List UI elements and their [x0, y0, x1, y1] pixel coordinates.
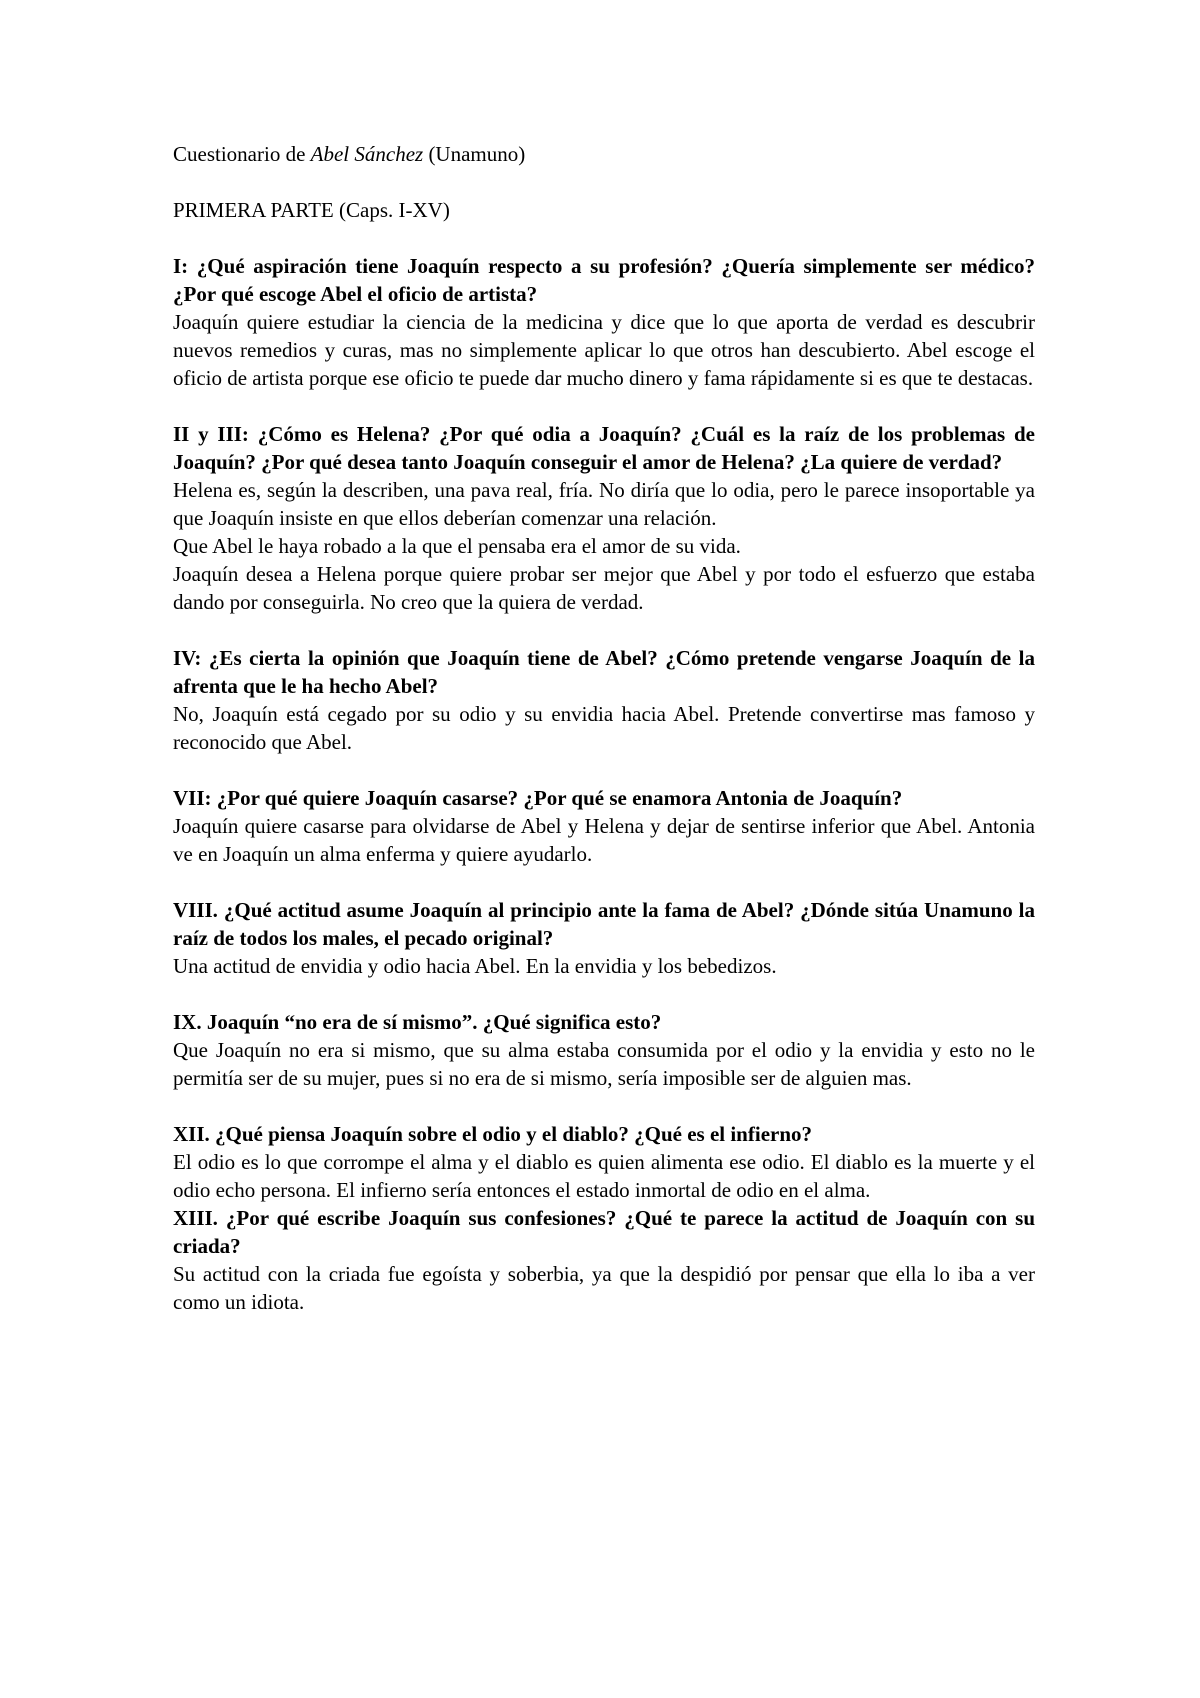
- title-prefix: Cuestionario de: [173, 142, 311, 166]
- question-block-viii: [173, 896, 1035, 980]
- document-title: [173, 140, 1035, 168]
- answer-paragraph: Una actitud de envidia y odio hacia Abel. En la envidia y los bebedizos.: [173, 954, 777, 978]
- question-heading: I: ¿Qué aspiración tiene Joaquín respecto a su profesión? ¿Quería simplemente ser médico? ¿Por qué escoge Abel el oficio de artista?: [173, 254, 1035, 306]
- question-block-xii: [173, 1120, 1035, 1204]
- answer-paragraph: Helena es, según la describen, una pava real, fría. No diría que lo odia, pero le parece insoportable ya que Joaquín insiste en que ellos deberían comenzar una relación.: [173, 478, 1035, 530]
- title-suffix: (Unamuno): [423, 142, 526, 166]
- answer-paragraph: Joaquín quiere estudiar la ciencia de la medicina y dice que lo que aporta de verdad es descubrir nuevos remedios y curas, mas no simplemente aplicar lo que otros han descubierto. Abel escoge el oficio de artista porque ese oficio te puede dar mucho dinero y fama rápidamente si es que te destacas.: [173, 310, 1035, 390]
- answer-paragraph: Joaquín desea a Helena porque quiere probar ser mejor que Abel y por todo el esfuerzo que estaba dando por conseguirla. No creo que la quiera de verdad.: [173, 562, 1035, 614]
- question-block-xiii: [173, 1204, 1035, 1316]
- question-block-ii-iii: [173, 420, 1035, 616]
- document-page: [173, 140, 1035, 1344]
- question-block-ix: [173, 1008, 1035, 1092]
- answer-paragraph: Su actitud con la criada fue egoísta y soberbia, ya que la despidió por pensar que ella lo iba a ver como un idiota.: [173, 1262, 1035, 1314]
- question-heading: VII: ¿Por qué quiere Joaquín casarse? ¿Por qué se enamora Antonia de Joaquín?: [173, 786, 903, 810]
- question-block-i: [173, 252, 1035, 392]
- answer-paragraph: Joaquín quiere casarse para olvidarse de Abel y Helena y dejar de sentirse inferior que Abel. Antonia ve en Joaquín un alma enferma y quiere ayudarlo.: [173, 814, 1035, 866]
- question-heading: XII. ¿Qué piensa Joaquín sobre el odio y el diablo? ¿Qué es el infierno?: [173, 1122, 813, 1146]
- question-heading: IX. Joaquín “no era de sí mismo”. ¿Qué significa esto?: [173, 1010, 662, 1034]
- title-work: Abel Sánchez: [310, 142, 424, 166]
- question-block-iv: [173, 644, 1035, 756]
- answer-paragraph: Que Joaquín no era si mismo, que su alma estaba consumida por el odio y la envidia y esto no le permitía ser de su mujer, pues si no era de si mismo, sería imposible ser de alguien mas.: [173, 1038, 1035, 1090]
- question-heading: VIII. ¿Qué actitud asume Joaquín al principio ante la fama de Abel? ¿Dónde sitúa Unamuno la raíz de todos los males, el pecado original?: [173, 898, 1035, 950]
- answer-paragraph: Que Abel le haya robado a la que el pensaba era el amor de su vida.: [173, 534, 741, 558]
- question-heading: II y III: ¿Cómo es Helena? ¿Por qué odia a Joaquín? ¿Cuál es la raíz de los problemas de Joaquín? ¿Por qué desea tanto Joaquín conseguir el amor de Helena? ¿La quiere de verdad?: [173, 422, 1035, 474]
- part-heading: PRIMERA PARTE (Caps. I-XV): [173, 198, 450, 222]
- question-heading: IV: ¿Es cierta la opinión que Joaquín tiene de Abel? ¿Cómo pretende vengarse Joaquín de la afrenta que le ha hecho Abel?: [173, 646, 1035, 698]
- answer-paragraph: No, Joaquín está cegado por su odio y su envidia hacia Abel. Pretende convertirse mas famoso y reconocido que Abel.: [173, 702, 1035, 754]
- question-block-vii: [173, 784, 1035, 868]
- question-heading: XIII. ¿Por qué escribe Joaquín sus confesiones? ¿Qué te parece la actitud de Joaquín con su criada?: [173, 1206, 1035, 1258]
- answer-paragraph: El odio es lo que corrompe el alma y el diablo es quien alimenta ese odio. El diablo es la muerte y el odio echo persona. El infierno sería entonces el estado inmortal de odio en el alma.: [173, 1150, 1035, 1202]
